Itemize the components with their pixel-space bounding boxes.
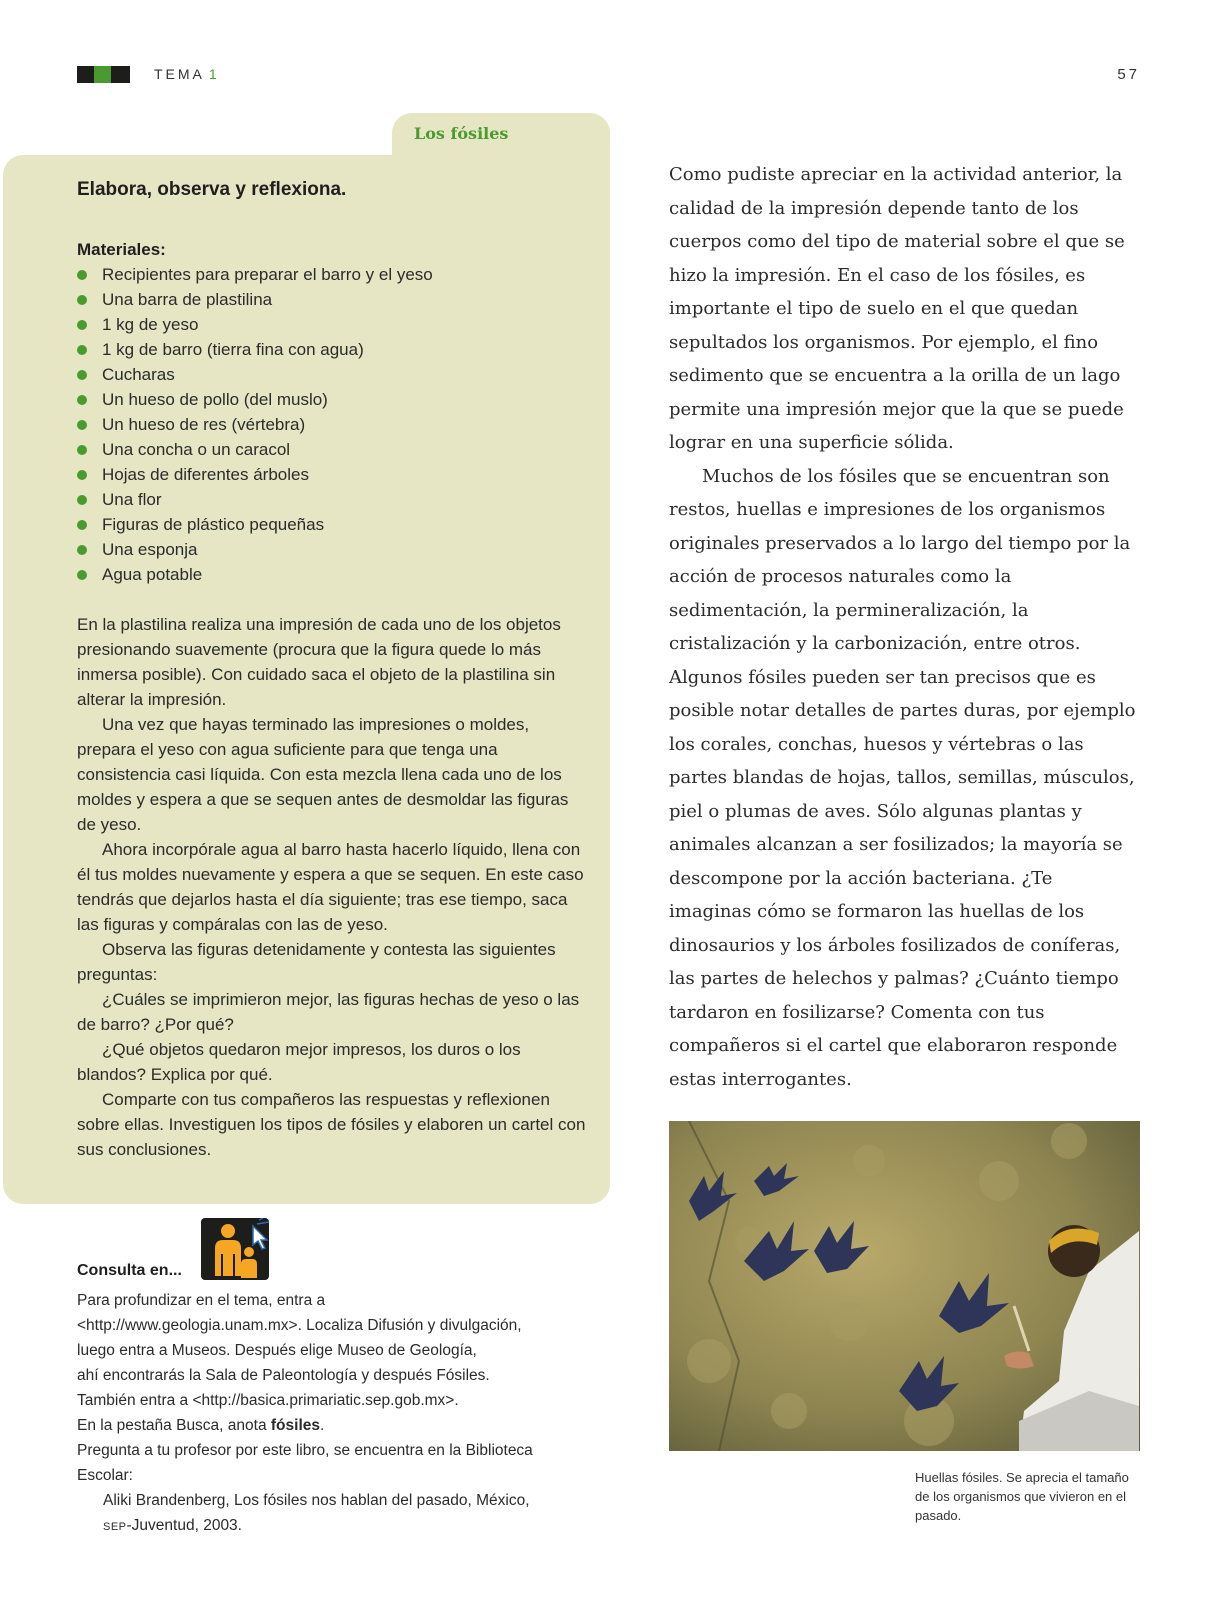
material-item: Una barra de plastilina xyxy=(77,287,587,312)
book-reference: Aliki Brandenberg, Los fósiles nos hablan del pasado, México, xyxy=(103,1492,530,1509)
consulta-line: <http://www.geologia.unam.mx>. Localiza Difusión y divulgación, xyxy=(77,1317,522,1334)
bullet-icon xyxy=(77,370,87,380)
material-item: Agua potable xyxy=(77,562,587,587)
consulta-line: Pregunta a tu profesor por este libro, se encuentra en la Biblioteca xyxy=(77,1442,533,1459)
consulta-line: Escolar: xyxy=(77,1467,133,1484)
activity-title: Elabora, observa y reflexiona. xyxy=(77,179,347,200)
bullet-icon xyxy=(77,295,87,305)
book-reference: SEP-Juventud, 2003. xyxy=(103,1517,242,1534)
tema-label: TEMA xyxy=(154,66,205,82)
bullet-icon xyxy=(77,470,87,480)
bullet-icon xyxy=(77,545,87,555)
instruction-paragraph: Observa las figuras detenidamente y contesta las siguientes preguntas: xyxy=(77,940,556,984)
material-item: Hojas de diferentes árboles xyxy=(77,462,587,487)
bullet-icon xyxy=(77,320,87,330)
consulta-line: En la pestaña Busca, anota fósiles. xyxy=(77,1417,325,1434)
material-item: Un hueso de res (vértebra) xyxy=(77,412,587,437)
header-color-blocks xyxy=(77,66,130,83)
consulta-line: luego entra a Museos. Después elige Museo de Geología, xyxy=(77,1342,477,1359)
material-item: Figuras de plástico pequeñas xyxy=(77,512,587,537)
material-item: Cucharas xyxy=(77,362,587,387)
material-item: Un hueso de pollo (del muslo) xyxy=(77,387,587,412)
bullet-icon xyxy=(77,395,87,405)
consulta-line: ahí encontrarás la Sala de Paleontología y después Fósiles. xyxy=(77,1367,490,1384)
photo-caption: Huellas fósiles. Se aprecia el tamaño de los organismos que vivieron en el pasado. xyxy=(915,1470,1129,1523)
consulta-body xyxy=(77,1288,597,1540)
question-paragraph: ¿Qué objetos quedaron mejor impresos, los duros o los blandos? Explica por qué. xyxy=(77,1040,521,1084)
question-paragraph: ¿Cuáles se imprimieron mejor, las figuras hechas de yeso o las de barro? ¿Por qué? xyxy=(77,990,580,1034)
bullet-icon xyxy=(77,445,87,455)
fossil-footprints-photo xyxy=(669,1121,1140,1451)
body-paragraph: Como pudiste apreciar en la actividad anterior, la calidad de la impresión depende tanto de los cuerpos como del tipo de material sobre el que se hizo la impresión. En el caso de los fósiles, es importante el tipo de suelo en el que quedan sepultados los organismos. Por ejemplo, el fino sedimento que se encuentra a la orilla de un lago permite una impresión mejor que la que se puede lograr en una superficie sólida. xyxy=(669,164,1125,453)
tema-number: 1 xyxy=(208,66,220,82)
activity-content xyxy=(77,176,587,1162)
bullet-icon xyxy=(77,420,87,430)
consulta-title: Consulta en... xyxy=(77,1262,182,1279)
consulta-line: También entra a <http://basica.primariatic.sep.gob.mx>. xyxy=(77,1392,459,1409)
activity-box-tab-label: Los fósiles xyxy=(414,124,509,143)
bullet-icon xyxy=(77,520,87,530)
material-item: Una flor xyxy=(77,487,587,512)
body-paragraph: Muchos de los fósiles que se encuentran son restos, huellas e impresiones de los organismos originales preservados a lo largo del tiempo por la acción de procesos naturales como la sedimentación, la permineralización, la cristalización y la carbonización, entre otros. Algunos fósiles pueden ser tan precisos que es posible notar detalles de partes duras, por ejemplo los corales, conchas, huesos y vértebras o las partes blandas de hojas, tallos, semillas, músculos, piel o plumas de aves. Sólo algunas plantas y animales alcanzan a ser fosilizados; la mayoría se descompone por la acción bacteriana. ¿Te imaginas cómo se formaron las huellas de los dinosaurios y los árboles fosilizados de coníferas, las partes de helechos y palmas? ¿Cuánto tiempo tardaron en fosilizarse? Comenta con tus compañeros si el cartel que elaboraron responde estas interrogantes. xyxy=(669,465,1136,1090)
instruction-paragraph: Comparte con tus compañeros las respuestas y reflexionen sobre ellas. Investiguen los tipos de fósiles y elaboren un cartel con sus conclusiones. xyxy=(77,1090,586,1159)
material-item: Una concha o un caracol xyxy=(77,437,587,462)
bullet-icon xyxy=(77,570,87,580)
consulta-line: Para profundizar en el tema, entra a xyxy=(77,1292,326,1309)
material-item: Recipientes para preparar el barro y el yeso xyxy=(77,262,587,287)
material-item: Una esponja xyxy=(77,537,587,562)
activity-instructions xyxy=(77,612,587,1162)
materials-label: Materiales: xyxy=(77,240,166,259)
bullet-icon xyxy=(77,270,87,280)
main-text xyxy=(669,158,1139,1096)
family-computer-icon xyxy=(201,1218,271,1282)
material-item: 1 kg de barro (tierra fina con agua) xyxy=(77,337,587,362)
material-item: 1 kg de yeso xyxy=(77,312,587,337)
instruction-paragraph: Una vez que hayas terminado las impresiones o moldes, prepara el yeso con agua suficiente para que tenga una consistencia casi líquida. Con esta mezcla llena cada uno de los moldes y espera a que se sequen antes de desmoldar las figuras de yeso. xyxy=(77,715,569,834)
page-number: 57 xyxy=(1117,66,1140,83)
bullet-icon xyxy=(77,495,87,505)
search-term: fósiles xyxy=(270,1417,320,1434)
section-label xyxy=(154,66,220,82)
bullet-icon xyxy=(77,345,87,355)
materials-list xyxy=(77,262,587,587)
instruction-paragraph: Ahora incorpórale agua al barro hasta hacerlo líquido, llena con él tus moldes nuevamente y espera a que se sequen. En este caso tendrás que dejarlos hasta el día siguiente; tras ese tiempo, saca las figuras y compáralas con las de yeso. xyxy=(77,840,584,934)
instruction-paragraph: En la plastilina realiza una impresión de cada uno de los objetos presionando suavemente (procura que la figura quede lo más inmersa posible). Con cuidado saca el objeto de la plastilina sin alterar la impresión. xyxy=(77,615,561,709)
